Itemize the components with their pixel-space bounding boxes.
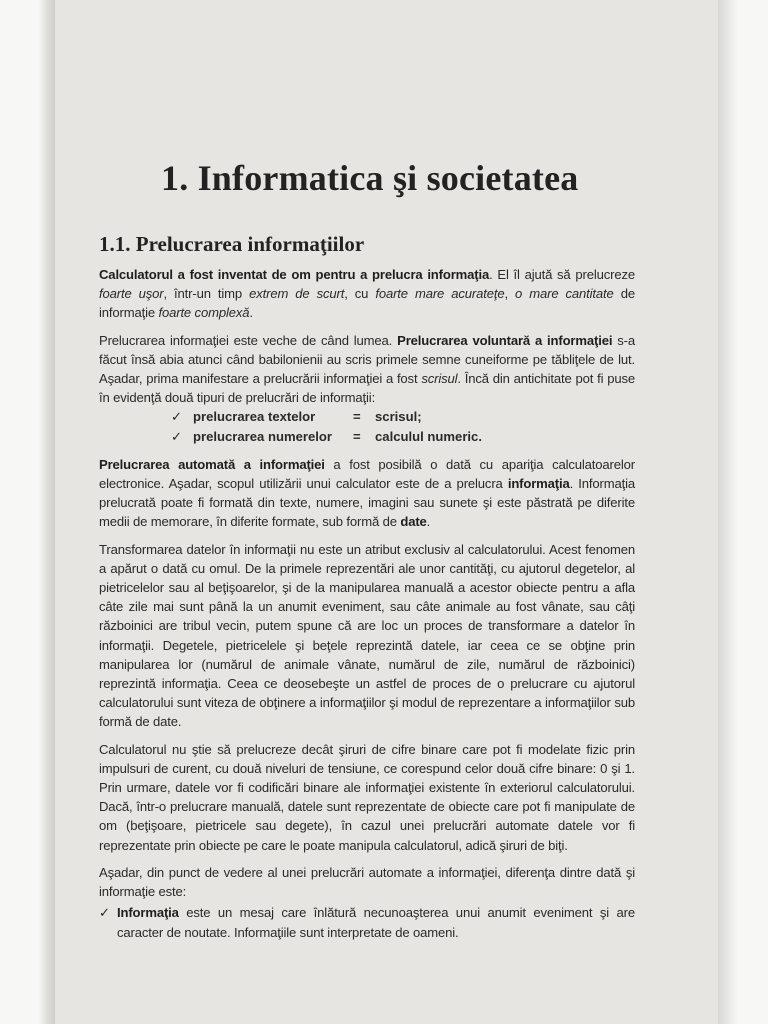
checkmark-icon: ✓ <box>171 428 182 444</box>
page-content <box>99 156 635 942</box>
checkmark-icon: ✓ <box>171 409 182 425</box>
list-item: ✓ Informaţia este un mesaj care înlătură necunoaşterea unui anumit eveniment şi are caracter de noutate. Informaţiile sunt interpretate de oameni. <box>99 903 635 941</box>
scan-left-margin <box>0 0 55 1024</box>
paragraph-1: Calculatorul a fost inventat de om pentru a prelucra informaţia. El îl ajută să prelucreze foarte uşor, într-un timp extrem de scurt, cu foarte mare acurateţe, o mare cantitate de informaţie foarte complexă. <box>99 267 635 321</box>
paragraph-6: Aşadar, din punct de vedere al unei prelucrări automate a informaţiei, diferenţa dintre dată şi informaţie este: <box>99 864 635 900</box>
paragraph-5: Calculatorul nu ştie să prelucreze decât şiruri de cifre binare care pot fi modelate fizic prin impulsuri de curent, cu două niveluri de tensiune, ce corespund celor două cifre binare: 0 şi 1. Prin urmare, datele vor fi codificări binare ale informaţiei existente în exteriorul calculatorului. Dacă, într-o prelucrare manuală, datele sunt reprezentate de obiecte care pot fi manipulate de om (beţişoare, pietricele sau degete), în cazul unei prelucrări automate datele vor fi reprezentate prin obiecte pe care le poate manipula calculatorul, adică şiruri de biţi. <box>99 741 635 853</box>
processing-types-list <box>99 407 635 445</box>
paragraph-4: Transformarea datelor în informaţii nu este un atribut exclusiv al calculatorului. Acest fenomen a apărut o dată cu omul. De la primele reprezentări ale unor cantităţi, cu ajutorul degetelor, al pietricelelor sau al beţişoarelor, şi de la manipularea manuală a acestor obiecte pentru a afla câte zile mai sunt până la un anumit eveniment, sau câte animale au fost vânate, sau câţi războinici are tribul vecin, putem spune că are loc un proces de transformare a datelor în informaţii. Degetele, pietricelele şi beţele reprezintă datele, iar ceea ce se obţine prin manipularea lor (numărul de animale vânate, numărul de zile, numărul de războinici) reprezintă informaţia. Ceea ce deosebeşte un astfel de proces de o prelucrare cu ajutorul calculatorului sunt viteza de obţinere a informaţiilor şi modul de reprezentare a informaţiilor sub formă de date. <box>99 541 635 730</box>
checkmark-icon: ✓ <box>99 905 110 921</box>
paragraph-2: Prelucrarea informaţiei este veche de când lumea. Prelucrarea voluntară a informaţiei s-a făcut însă abia atunci când babilonienii au scris primele semne cuneiforme pe tăbliţele de lut. Aşadar, prima manifestare a prelucrării informaţiei a fost scrisul. Încă din antichitate pot fi puse în evidenţă două tipuri de prelucrări de informaţii: <box>99 332 636 406</box>
scan-right-margin <box>718 0 768 1024</box>
paragraph-3: Prelucrarea automată a informaţiei a fost posibilă o dată cu apariţia calculatoarelor electronice. Aşadar, scopul utilizării unui calculator este de a prelucra informaţia. Informaţia prelucrată poate fi formată din texte, numere, imagini sau sunete şi este păstrată pe diferite medii de memorare, în diferite formate, sub formă de date. <box>99 456 635 530</box>
list-item: ✓ prelucrarea numerelor = calculul numeric. <box>99 427 635 446</box>
list-item: ✓ prelucrarea textelor = scrisul; <box>99 407 635 426</box>
chapter-title: 1. Informatica şi societatea <box>161 158 579 198</box>
section-title: 1.1. Prelucrarea informaţiilor <box>99 232 365 256</box>
